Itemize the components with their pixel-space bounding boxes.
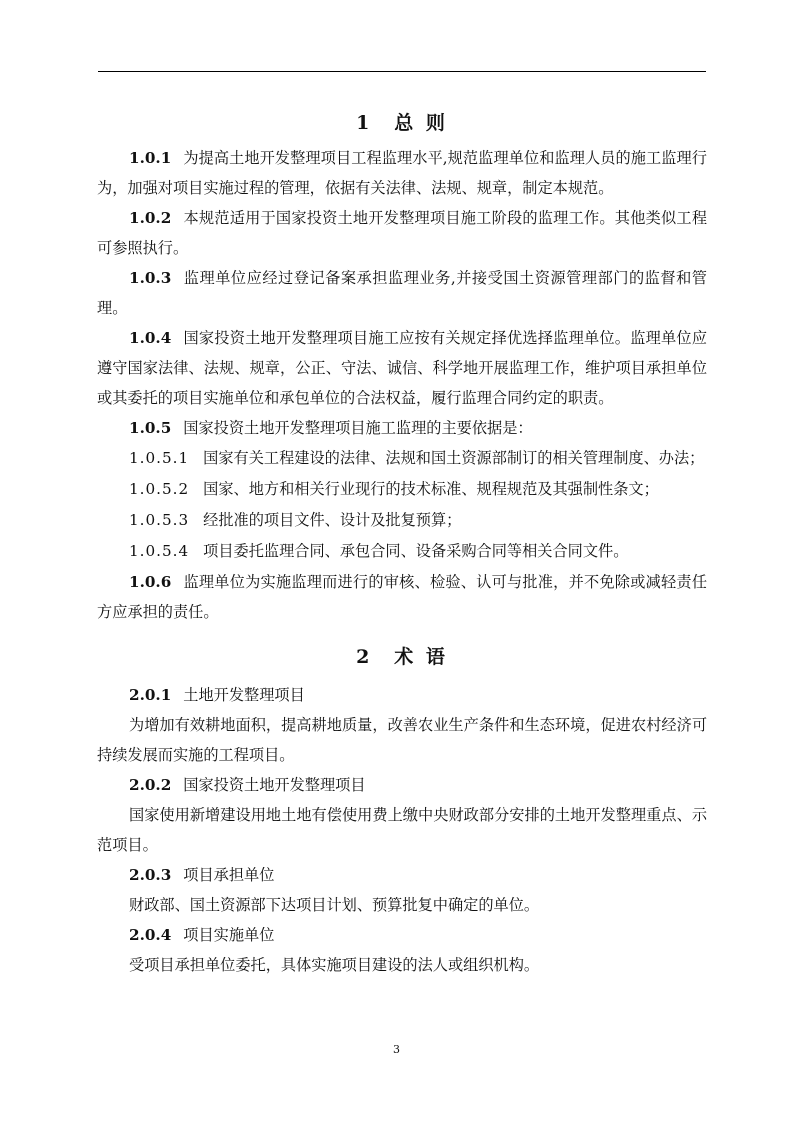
term-name: 项目实施单位	[183, 926, 275, 944]
clause	[97, 203, 707, 263]
term-heading	[97, 680, 707, 710]
section-heading: 1 总 则	[356, 112, 448, 134]
clause	[97, 143, 707, 203]
clause-text: 本规范适用于国家投资土地开发整理项目施工阶段的监理工作。其他类似工程可参照执行。	[97, 209, 707, 257]
subclause-text: 国家有关工程建设的法律、法规和国土资源部制订的相关管理制度、办法；	[203, 449, 705, 467]
term-number: 2.0.2	[129, 776, 172, 794]
clause-text: 监理单位为实施监理而进行的审核、检验、认可与批准，并不免除或减轻责任方应承担的责任。	[97, 573, 707, 621]
clause-number: 1.0.1	[129, 149, 172, 167]
clause-number: 1.0.5	[129, 419, 172, 437]
subclause	[97, 443, 707, 474]
page-number: 3	[393, 1043, 400, 1056]
document-body	[97, 108, 707, 980]
clause-text: 监理单位应经过登记备案承担监理业务,并接受国土资源管理部门的监督和管理。	[97, 269, 707, 317]
term-name: 土地开发整理项目	[183, 686, 305, 704]
section-heading: 2 术 语	[356, 646, 448, 668]
term-heading	[97, 770, 707, 800]
term-number: 2.0.4	[129, 926, 172, 944]
clause-number: 1.0.4	[129, 329, 172, 347]
subclause-text: 经批准的项目文件、设计及批复预算；	[203, 511, 462, 529]
subclause-number: 1.0.5.3	[129, 511, 190, 529]
term-name: 项目承担单位	[183, 866, 275, 884]
subclause	[97, 505, 707, 536]
term-definition: 受项目承担单位委托，具体实施项目建设的法人或组织机构。	[129, 956, 540, 974]
subclause-number: 1.0.5.1	[129, 449, 190, 467]
term-heading	[97, 920, 707, 950]
term-number: 2.0.1	[129, 686, 172, 704]
subclause-text: 国家、地方和相关行业现行的技术标准、规程规范及其强制性条文；	[203, 480, 659, 498]
subclause-text: 项目委托监理合同、承包合同、设备采购合同等相关合同文件。	[203, 542, 629, 560]
clause-text: 为提高土地开发整理项目工程监理水平,规范监理单位和监理人员的施工监理行为，加强对项目实施过程的管理，依据有关法律、法规、规章，制定本规范。	[97, 149, 707, 197]
clause	[97, 413, 707, 443]
clause	[97, 263, 707, 323]
term-definition: 为增加有效耕地面积，提高耕地质量，改善农业生产条件和生态环境，促进农村经济可持续发展而实施的工程项目。	[97, 716, 707, 764]
term-number: 2.0.3	[129, 866, 172, 884]
clause-number: 1.0.3	[129, 269, 172, 287]
subclause-number: 1.0.5.4	[129, 542, 190, 560]
term-definition: 财政部、国土资源部下达项目计划、预算批复中确定的单位。	[129, 896, 540, 914]
header-rule	[98, 71, 706, 72]
subclause	[97, 536, 707, 567]
term-name: 国家投资土地开发整理项目	[183, 776, 366, 794]
subclause-number: 1.0.5.2	[129, 480, 190, 498]
clause	[97, 323, 707, 413]
clause-number: 1.0.2	[129, 209, 172, 227]
clause-text: 国家投资土地开发整理项目施工应按有关规定择优选择监理单位。监理单位应遵守国家法律、法规、规章，公正、守法、诚信、科学地开展监理工作，维护项目承担单位或其委托的项目实施单位和承包单位的合法权益，履行监理合同约定的职责。	[97, 329, 707, 407]
term-definition: 国家使用新增建设用地土地有偿使用费上缴中央财政部分安排的土地开发整理重点、示范项目。	[97, 806, 707, 854]
clause-text: 国家投资土地开发整理项目施工监理的主要依据是：	[183, 419, 533, 437]
subclause	[97, 474, 707, 505]
clause-number: 1.0.6	[129, 573, 172, 591]
term-heading	[97, 860, 707, 890]
clause	[97, 567, 707, 627]
